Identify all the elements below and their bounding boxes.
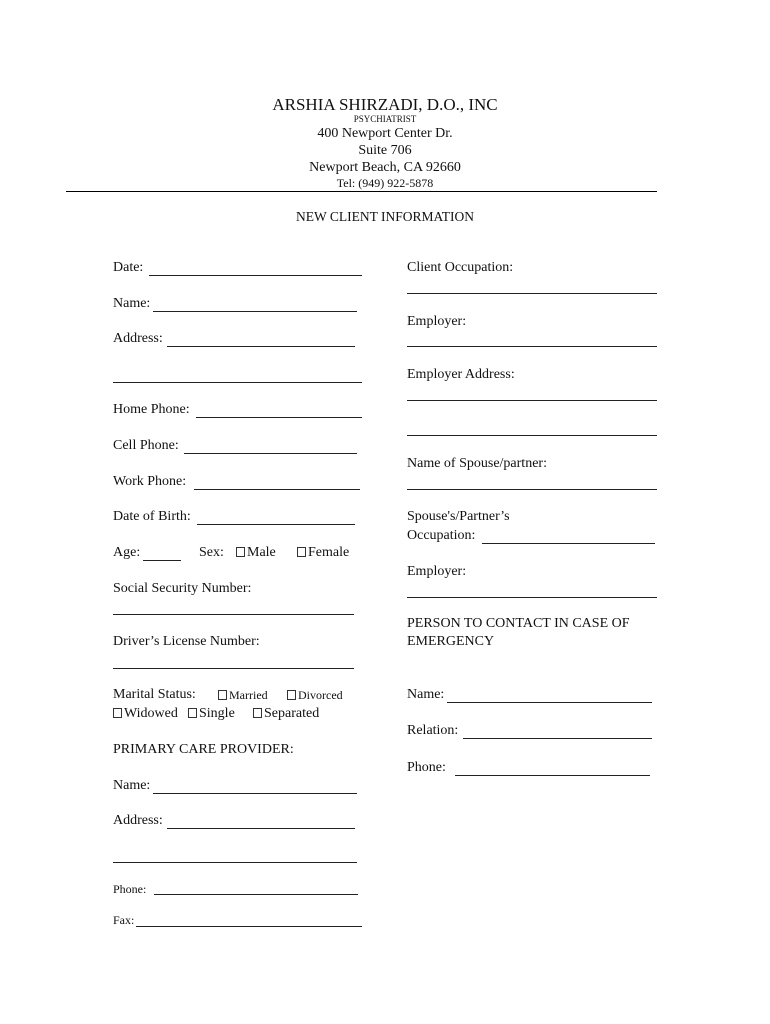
separated-label: Separated xyxy=(264,706,320,721)
single-label: Single xyxy=(199,706,235,721)
date-label: Date: xyxy=(113,260,144,275)
male-checkbox[interactable] xyxy=(236,547,245,557)
separated-checkbox[interactable] xyxy=(253,708,262,718)
drivers-license-field[interactable] xyxy=(113,668,354,669)
header-rule xyxy=(66,191,657,192)
address-line-1: 400 Newport Center Dr. xyxy=(317,126,453,141)
male-option[interactable] xyxy=(236,546,276,560)
divorced-label: Divorced xyxy=(298,688,343,702)
home-phone-label: Home Phone: xyxy=(113,402,190,417)
spouse-occupation-label-2: Occupation: xyxy=(407,528,476,543)
married-label: Married xyxy=(229,688,268,702)
female-option[interactable] xyxy=(297,546,349,560)
dob-field[interactable] xyxy=(197,524,355,525)
home-phone-field[interactable] xyxy=(196,417,362,418)
female-label: Female xyxy=(308,545,350,560)
form-title: NEW CLIENT INFORMATION xyxy=(296,209,474,224)
pcp-name-field[interactable] xyxy=(153,793,357,794)
pcp-phone-field[interactable] xyxy=(154,894,358,895)
address-field-line-2[interactable] xyxy=(113,382,362,383)
work-phone-field[interactable] xyxy=(194,489,360,490)
address-line-3: Newport Beach, CA 92660 xyxy=(309,160,461,175)
occupation-field[interactable] xyxy=(407,293,657,294)
emergency-name-field[interactable] xyxy=(447,702,652,703)
pcp-name-label: Name: xyxy=(113,778,151,793)
emergency-name-label: Name: xyxy=(407,687,445,702)
employer-address-field[interactable] xyxy=(407,400,657,401)
employer-address-field-line-2[interactable] xyxy=(407,435,657,436)
pcp-address-field[interactable] xyxy=(167,828,355,829)
name-field[interactable] xyxy=(153,311,357,312)
telephone: Tel: (949) 922-5878 xyxy=(336,176,434,190)
name-label: Name: xyxy=(113,296,151,311)
married-checkbox[interactable] xyxy=(218,690,227,700)
employer-label: Employer: xyxy=(407,314,467,329)
emergency-relation-label: Relation: xyxy=(407,723,459,738)
work-phone-label: Work Phone: xyxy=(113,474,187,489)
emergency-phone-label: Phone: xyxy=(407,760,446,775)
emergency-relation-field[interactable] xyxy=(463,738,652,739)
married-option[interactable] xyxy=(218,689,268,701)
separated-option[interactable] xyxy=(253,707,319,721)
male-label: Male xyxy=(247,545,276,560)
spouse-employer-label: Employer: xyxy=(407,564,467,579)
employer-field[interactable] xyxy=(407,346,657,347)
practice-specialty: PSYCHIATRIST xyxy=(353,114,417,124)
cell-phone-field[interactable] xyxy=(184,453,357,454)
pcp-phone-label: Phone: xyxy=(113,882,147,896)
sex-label: Sex: xyxy=(199,545,224,560)
emergency-heading-2: EMERGENCY xyxy=(407,634,495,649)
widowed-label: Widowed xyxy=(124,706,178,721)
spouse-occupation-field[interactable] xyxy=(482,543,655,544)
cell-phone-label: Cell Phone: xyxy=(113,438,179,453)
pcp-address-label: Address: xyxy=(113,813,163,828)
address-field[interactable] xyxy=(167,346,355,347)
address-line-2: Suite 706 xyxy=(358,143,412,158)
widowed-checkbox[interactable] xyxy=(113,708,122,718)
ssn-field[interactable] xyxy=(113,614,354,615)
date-field[interactable] xyxy=(149,275,362,276)
dob-label: Date of Birth: xyxy=(113,509,191,524)
age-field[interactable] xyxy=(143,560,181,561)
female-checkbox[interactable] xyxy=(297,547,306,557)
divorced-option[interactable] xyxy=(287,689,343,701)
widowed-option[interactable] xyxy=(113,707,178,721)
marital-status-label: Marital Status: xyxy=(113,687,196,702)
occupation-label: Client Occupation: xyxy=(407,260,514,275)
spouse-name-label: Name of Spouse/partner: xyxy=(407,456,547,471)
emergency-phone-field[interactable] xyxy=(455,775,650,776)
pcp-heading: PRIMARY CARE PROVIDER: xyxy=(113,742,294,757)
spouse-name-field[interactable] xyxy=(407,489,657,490)
drivers-license-label: Driver’s License Number: xyxy=(113,634,260,649)
emergency-heading-1: PERSON TO CONTACT IN CASE OF xyxy=(407,616,630,631)
pcp-fax-field[interactable] xyxy=(136,926,362,927)
spouse-employer-field[interactable] xyxy=(407,597,657,598)
pcp-address-field-line-2[interactable] xyxy=(113,862,357,863)
practice-name: ARSHIA SHIRZADI, D.O., INC xyxy=(272,95,498,114)
pcp-fax-label: Fax: xyxy=(113,913,135,927)
employer-address-label: Employer Address: xyxy=(407,367,515,382)
divorced-checkbox[interactable] xyxy=(287,690,296,700)
ssn-label: Social Security Number: xyxy=(113,581,252,596)
single-option[interactable] xyxy=(188,707,235,721)
single-checkbox[interactable] xyxy=(188,708,197,718)
spouse-occupation-label: Spouse's/Partner’s xyxy=(407,509,510,524)
address-label: Address: xyxy=(113,331,163,346)
age-label: Age: xyxy=(113,545,141,560)
